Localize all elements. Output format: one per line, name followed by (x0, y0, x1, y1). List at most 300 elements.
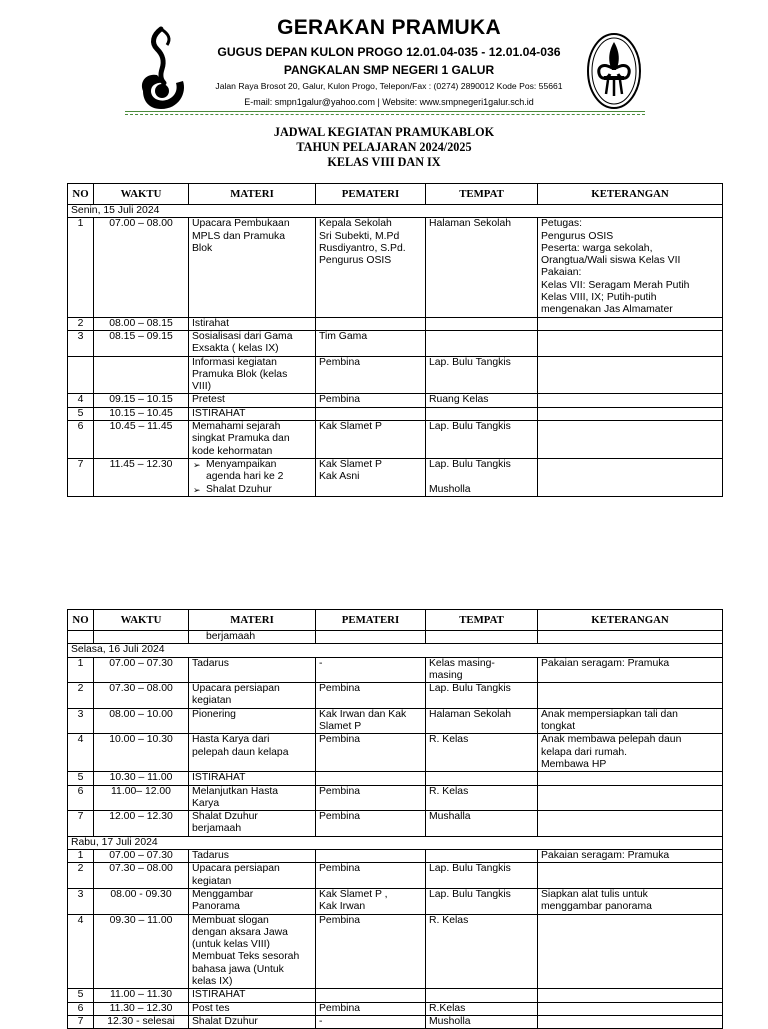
cell-text: 07.30 – 08.00 (109, 683, 173, 695)
cell-text: Upacara Pembukaan (192, 218, 290, 230)
cell-tempat (426, 421, 538, 459)
cell-keterangan (538, 989, 723, 1002)
cell-pemateri (316, 421, 426, 459)
cell-text: kegiatan (192, 695, 232, 707)
col-header-waktu: WAKTU (94, 610, 189, 631)
cell-tempat (426, 1015, 538, 1028)
cell-text: 08.00 – 10.00 (109, 708, 173, 720)
letterhead-divider-dashed (125, 114, 645, 115)
cell-text: Upacara persiapan (192, 683, 280, 695)
cell-text: kode kehormatan (192, 445, 273, 457)
cell-text: Shalat Dzuhur (192, 811, 258, 823)
cell-no (68, 785, 94, 811)
cell-text: 6 (77, 1002, 84, 1014)
cell-keterangan (538, 734, 723, 772)
cell-text: - (319, 657, 323, 669)
table-row (68, 914, 723, 989)
cell-text: Rusdiyantro, S.Pd. (319, 242, 406, 254)
cell-text: Tadarus (192, 657, 229, 669)
cell-pemateri (316, 989, 426, 1002)
cell-text: Ruang Kelas (429, 394, 489, 406)
cell-tempat (426, 863, 538, 889)
cell-text: 5 (77, 989, 84, 1001)
table-row (68, 850, 723, 863)
cell-waktu (94, 708, 189, 734)
cell-no (68, 1002, 94, 1015)
cell-text: 11.45 – 12.30 (109, 458, 173, 470)
cell-waktu (94, 1002, 189, 1015)
tunas-kelapa-emblem-icon (131, 25, 193, 113)
cell-keterangan (538, 683, 723, 709)
cell-keterangan (538, 888, 723, 914)
cell-text: Membuat Teks sesorah (192, 951, 300, 963)
cell-text: menggambar panorama (541, 901, 652, 913)
bullet-item: ➢ Shalat Dzuhur (192, 484, 312, 496)
cell-pemateri (316, 785, 426, 811)
cell-materi (189, 421, 316, 459)
table-row (68, 421, 723, 459)
cell-text: ISTIRAHAT (192, 989, 246, 1001)
cell-text: 3 (77, 888, 84, 900)
cell-keterangan (538, 863, 723, 889)
cell-text: kelapa dari rumah. (541, 746, 628, 758)
cell-text: Pembina (319, 394, 361, 406)
table-row (68, 356, 723, 394)
cell-keterangan (538, 811, 723, 837)
cell-tempat (426, 708, 538, 734)
cell-text: Informasi kegiatan (192, 356, 277, 368)
cell-waktu (94, 863, 189, 889)
cell-text: Panorama (192, 901, 240, 913)
cell-text: Lap. Bulu Tangkis (429, 421, 511, 433)
cell-text: Pembina (319, 356, 361, 368)
cell-waktu (94, 394, 189, 407)
table-cell (94, 631, 189, 644)
cell-text: Kelas VIII, IX; Putih-putih (541, 292, 657, 304)
cell-text: Pakaian seragam: Pramuka (541, 657, 670, 669)
table-row (68, 683, 723, 709)
table-row (68, 330, 723, 356)
cell-text: Sri Subekti, M.Pd (319, 230, 400, 242)
table-cell (538, 631, 723, 644)
cell-text: Memahami sejarah (192, 421, 281, 433)
cell-text: 10.45 – 11.45 (109, 421, 173, 433)
cell-tempat (426, 317, 538, 330)
cell-waktu (94, 850, 189, 863)
cell-text: Hasta Karya dari (192, 734, 270, 746)
cell-no (68, 850, 94, 863)
cell-text: Membuat slogan (192, 914, 269, 926)
cell-tempat (426, 394, 538, 407)
cell-materi (189, 317, 316, 330)
cell-text: R.Kelas (429, 1002, 466, 1014)
cell-text: Siapkan alat tulis untuk (541, 888, 648, 900)
cell-waktu (94, 657, 189, 683)
cell-text: Pembina (319, 811, 361, 823)
cell-waktu (94, 407, 189, 420)
cell-text: 07.00 – 07.30 (109, 657, 173, 669)
cell-waktu (94, 683, 189, 709)
cell-keterangan (538, 421, 723, 459)
cell-text: Pembina (319, 914, 361, 926)
cell-text: masing (429, 669, 463, 681)
cell-pemateri (316, 1015, 426, 1028)
cell-text: Pengurus OSIS (319, 255, 392, 267)
col-header-waktu: WAKTU (94, 184, 189, 205)
col-header-keterangan: KETERANGAN (538, 184, 723, 205)
cell-no (68, 888, 94, 914)
cell-materi (189, 888, 316, 914)
col-header-tempat: TEMPAT (426, 184, 538, 205)
cell-text: Halaman Sekolah (429, 218, 512, 230)
cell-text: R. Kelas (429, 734, 469, 746)
cell-text: 6 (77, 785, 84, 797)
cell-waktu (94, 1015, 189, 1028)
cell-waktu (94, 458, 189, 496)
table-1-body (68, 205, 723, 497)
cell-no (68, 330, 94, 356)
letterhead-divider (125, 111, 645, 112)
cell-no (68, 772, 94, 785)
cell-materi (189, 218, 316, 317)
letterhead-gugus-depan: GUGUS DEPAN KULON PROGO 12.01.04-035 - 12.01.04-036 (217, 45, 561, 59)
cell-materi (189, 1015, 316, 1028)
cell-pemateri (316, 734, 426, 772)
table-row (68, 317, 723, 330)
cell-materi (189, 734, 316, 772)
cell-waktu (94, 989, 189, 1002)
cell-text: Pramuka Blok (kelas (192, 368, 288, 380)
cell-text: Pakaian seragam: Pramuka (541, 850, 670, 862)
cell-text: 10.00 – 10.30 (109, 734, 173, 746)
table-row (68, 888, 723, 914)
cell-pemateri (316, 1002, 426, 1015)
cell-tempat (426, 850, 538, 863)
cell-pemateri (316, 850, 426, 863)
cell-pemateri (316, 657, 426, 683)
cell-text: ISTIRAHAT (192, 407, 246, 419)
cell-text: 07.30 – 08.00 (109, 863, 173, 875)
cell-materi (189, 811, 316, 837)
cell-text: Tim Gama (319, 330, 368, 342)
cell-keterangan (538, 1015, 723, 1028)
cell-waktu (94, 914, 189, 989)
table-cell (426, 631, 538, 644)
cell-tempat (426, 1002, 538, 1015)
cell-text: 7 (77, 458, 84, 470)
cell-text: Slamet P (319, 721, 362, 733)
cell-text: Kelas VII: Seragam Merah Putih (541, 279, 690, 291)
cell-pemateri (316, 863, 426, 889)
cell-text: Pengurus OSIS (541, 230, 614, 242)
cell-text: ISTIRAHAT (192, 772, 246, 784)
cell-text: 2 (77, 863, 84, 875)
cell-text: berjamaah (206, 631, 256, 642)
heading-line-3: KELAS VIII DAN IX (327, 155, 441, 169)
table-row (68, 772, 723, 785)
cell-tempat (426, 218, 538, 317)
cell-text: 07.00 – 07.30 (109, 850, 173, 862)
table-row (68, 811, 723, 837)
cell-text: 5 (77, 407, 84, 419)
cell-text (71, 357, 90, 369)
cell-text: 3 (77, 330, 84, 342)
cell-pemateri (316, 772, 426, 785)
cell-text: (untuk kelas VIII) (192, 939, 270, 951)
cell-tempat (426, 888, 538, 914)
table-row (68, 1002, 723, 1015)
cell-no (68, 914, 94, 989)
cell-tempat (426, 683, 538, 709)
cell-text: Kak Irwan dan Kak (319, 708, 407, 720)
cell-text: Membawa HP (541, 758, 607, 770)
cell-pemateri (316, 708, 426, 734)
cell-keterangan (538, 218, 723, 317)
cell-materi (189, 850, 316, 863)
cell-no (68, 458, 94, 496)
cell-keterangan (538, 394, 723, 407)
day-label: Senin, 15 Juli 2024 (68, 205, 723, 218)
col-header-no: NO (68, 610, 94, 631)
cell-text: Lap. Bulu Tangkis (429, 863, 511, 875)
cell-text: Tadarus (192, 850, 229, 862)
cell-text: Pakaian: (541, 267, 582, 279)
cell-no (68, 407, 94, 420)
cell-text: Sosialisasi dari Gama (192, 330, 293, 342)
cell-text: 4 (77, 394, 84, 406)
cell-text: Musholla (429, 483, 471, 495)
table-row (68, 657, 723, 683)
schedule-table-1 (67, 183, 723, 497)
cell-materi (189, 458, 316, 496)
cell-no (68, 708, 94, 734)
cell-text: 4 (77, 914, 84, 926)
col-header-no: NO (68, 184, 94, 205)
cell-tempat (426, 657, 538, 683)
cell-pemateri (316, 356, 426, 394)
cell-text: Musholla (429, 1015, 471, 1027)
cell-text: Karya (192, 797, 220, 809)
cell-text: 2 (77, 317, 84, 329)
cell-text: 10.15 – 10.45 (109, 407, 173, 419)
cell-text: R. Kelas (429, 785, 469, 797)
cell-no (68, 218, 94, 317)
cell-text: Orangtua/Wali siswa Kelas VII (541, 255, 681, 267)
cell-text: 3 (77, 708, 84, 720)
cell-text: 2 (77, 683, 84, 695)
cell-pemateri (316, 683, 426, 709)
cell-text: 08.00 – 08.15 (109, 317, 173, 329)
cell-text: Pembina (319, 734, 361, 746)
table-header-row (68, 184, 723, 205)
letterhead-contact: E-mail: smpn1galur@yahoo.com | Website: www.smpnegeri1galur.sch.id (244, 97, 534, 107)
cell-text: mengenakan Jas Almamater (541, 304, 673, 316)
cell-pemateri (316, 330, 426, 356)
cell-text: - (319, 1015, 323, 1027)
cell-materi (189, 407, 316, 420)
cell-materi (189, 394, 316, 407)
table-row (68, 734, 723, 772)
col-header-materi: MATERI (189, 610, 316, 631)
cell-text: Petugas: (541, 218, 583, 230)
cell-text: VIII) (192, 381, 212, 393)
cell-text: kelas IX) (192, 976, 233, 988)
cell-text: Kelas masing- (429, 657, 495, 669)
cell-no (68, 317, 94, 330)
cell-text: 7 (77, 1015, 84, 1027)
schedule-table-2 (67, 609, 723, 1029)
cell-materi (189, 1002, 316, 1015)
cell-text: kegiatan (192, 875, 232, 887)
cell-no (68, 811, 94, 837)
cell-materi (189, 914, 316, 989)
cell-text: Blok (192, 242, 213, 254)
table-row (68, 218, 723, 317)
cell-waktu (94, 356, 189, 394)
continuation-row (68, 631, 723, 644)
table-row (68, 785, 723, 811)
cell-text: Exsakta ( kelas IX) (192, 343, 279, 355)
col-header-keterangan: KETERANGAN (538, 610, 723, 631)
cell-text: Anak membawa pelepah daun (541, 734, 682, 746)
letterhead-title: GERAKAN PRAMUKA (277, 16, 501, 39)
cell-text: Lap. Bulu Tangkis (429, 356, 511, 368)
cell-pemateri (316, 218, 426, 317)
cell-keterangan (538, 317, 723, 330)
cell-text: Anak mempersiapkan tali dan (541, 708, 678, 720)
table-row (68, 458, 723, 496)
table-row (68, 989, 723, 1002)
cell-text: Lap. Bulu Tangkis (429, 683, 511, 695)
cell-text: 12.30 - selesai (107, 1015, 175, 1027)
cell-text: 09.15 – 10.15 (109, 394, 173, 406)
cell-waktu (94, 421, 189, 459)
cell-tempat (426, 356, 538, 394)
cell-keterangan (538, 1002, 723, 1015)
col-header-pemateri: PEMATERI (316, 184, 426, 205)
cell-text: singkat Pramuka dan (192, 433, 290, 445)
cell-materi (189, 863, 316, 889)
letterhead-address: Jalan Raya Brosot 20, Galur, Kulon Progo, Telepon/Fax : (0274) 2890012 Kode Pos: 55661 (215, 81, 563, 91)
cell-tempat (426, 772, 538, 785)
cell-waktu (94, 811, 189, 837)
cell-text: 12.00 – 12.30 (109, 811, 173, 823)
cell-materi (189, 330, 316, 356)
cell-text: Istirahat (192, 317, 229, 329)
cell-text: 09.30 – 11.00 (109, 914, 173, 926)
cell-materi (189, 657, 316, 683)
cell-keterangan (538, 850, 723, 863)
cell-text: Shalat Dzuhur (192, 1015, 258, 1027)
cell-no (68, 421, 94, 459)
cell-text: Melanjutkan Hasta (192, 785, 279, 797)
cell-text: 08.00 - 09.30 (110, 888, 172, 900)
cell-waktu (94, 218, 189, 317)
cell-text (97, 357, 185, 369)
cell-waktu (94, 888, 189, 914)
day-row (68, 205, 723, 218)
cell-text: 11.00– 12.00 (111, 785, 171, 797)
letterhead-pangkalan: PANGKALAN SMP NEGERI 1 GALUR (283, 63, 495, 77)
cell-pemateri (316, 394, 426, 407)
cell-no (68, 683, 94, 709)
cell-waktu (94, 785, 189, 811)
table-row (68, 394, 723, 407)
cell-no (68, 1015, 94, 1028)
cell-pemateri (316, 811, 426, 837)
cell-tempat (426, 914, 538, 989)
cell-pemateri (316, 317, 426, 330)
cell-text: bahasa jawa (Untuk (192, 963, 284, 975)
cell-text: Lap. Bulu Tangkis (429, 458, 511, 470)
col-header-pemateri: PEMATERI (316, 610, 426, 631)
table-row (68, 1015, 723, 1028)
cell-text: 5 (77, 772, 84, 784)
cell-text: 7 (77, 811, 84, 823)
cell-no (68, 734, 94, 772)
cell-text: 08.15 – 09.15 (109, 330, 173, 342)
cell-no (68, 657, 94, 683)
table-2-body (68, 631, 723, 1029)
cell-text: Kak Slamet P (319, 421, 382, 433)
cell-waktu (94, 734, 189, 772)
cell-materi (189, 989, 316, 1002)
cell-text: MPLS dan Pramuka (192, 230, 285, 242)
table-cell (68, 631, 94, 644)
cell-text: berjamaah (192, 823, 242, 835)
cell-pemateri (316, 888, 426, 914)
cell-tempat (426, 330, 538, 356)
cell-text: Post tes (192, 1002, 230, 1014)
cell-materi (189, 772, 316, 785)
cell-materi (189, 785, 316, 811)
cell-text: Pretest (192, 394, 225, 406)
document-heading (0, 125, 768, 170)
table-header-row (68, 610, 723, 631)
cell-text: Pembina (319, 785, 361, 797)
bullet-item: ➢ Menyampaikan agenda hari ke 2 (192, 459, 312, 484)
cell-text: 1 (77, 657, 84, 669)
cell-tempat (426, 811, 538, 837)
cell-pemateri (316, 407, 426, 420)
col-header-materi: MATERI (189, 184, 316, 205)
cell-pemateri (316, 914, 426, 989)
col-header-tempat: TEMPAT (426, 610, 538, 631)
cell-keterangan (538, 785, 723, 811)
cell-materi (189, 683, 316, 709)
cell-text: 6 (77, 421, 84, 433)
cell-text: Menggambar (192, 888, 254, 900)
cell-text: 1 (77, 850, 84, 862)
cell-text: Kak Slamet P , (319, 888, 388, 900)
cell-text: Lap. Bulu Tangkis (429, 888, 511, 900)
cell-keterangan (538, 708, 723, 734)
table-row (68, 407, 723, 420)
cell-pemateri (316, 458, 426, 496)
table-cell (316, 631, 426, 644)
cell-tempat (426, 989, 538, 1002)
cell-text: dengan aksara Jawa (192, 926, 288, 938)
cell-text (429, 471, 534, 483)
cell-text: 4 (77, 734, 84, 746)
cell-tempat (426, 458, 538, 496)
table-row (68, 863, 723, 889)
cell-text: Halaman Sekolah (429, 708, 512, 720)
fleur-de-lis-emblem-icon (586, 32, 642, 110)
heading-line-2: TAHUN PELAJARAN 2024/2025 (296, 140, 472, 154)
cell-text: Mushalla (429, 811, 471, 823)
cell-no (68, 356, 94, 394)
